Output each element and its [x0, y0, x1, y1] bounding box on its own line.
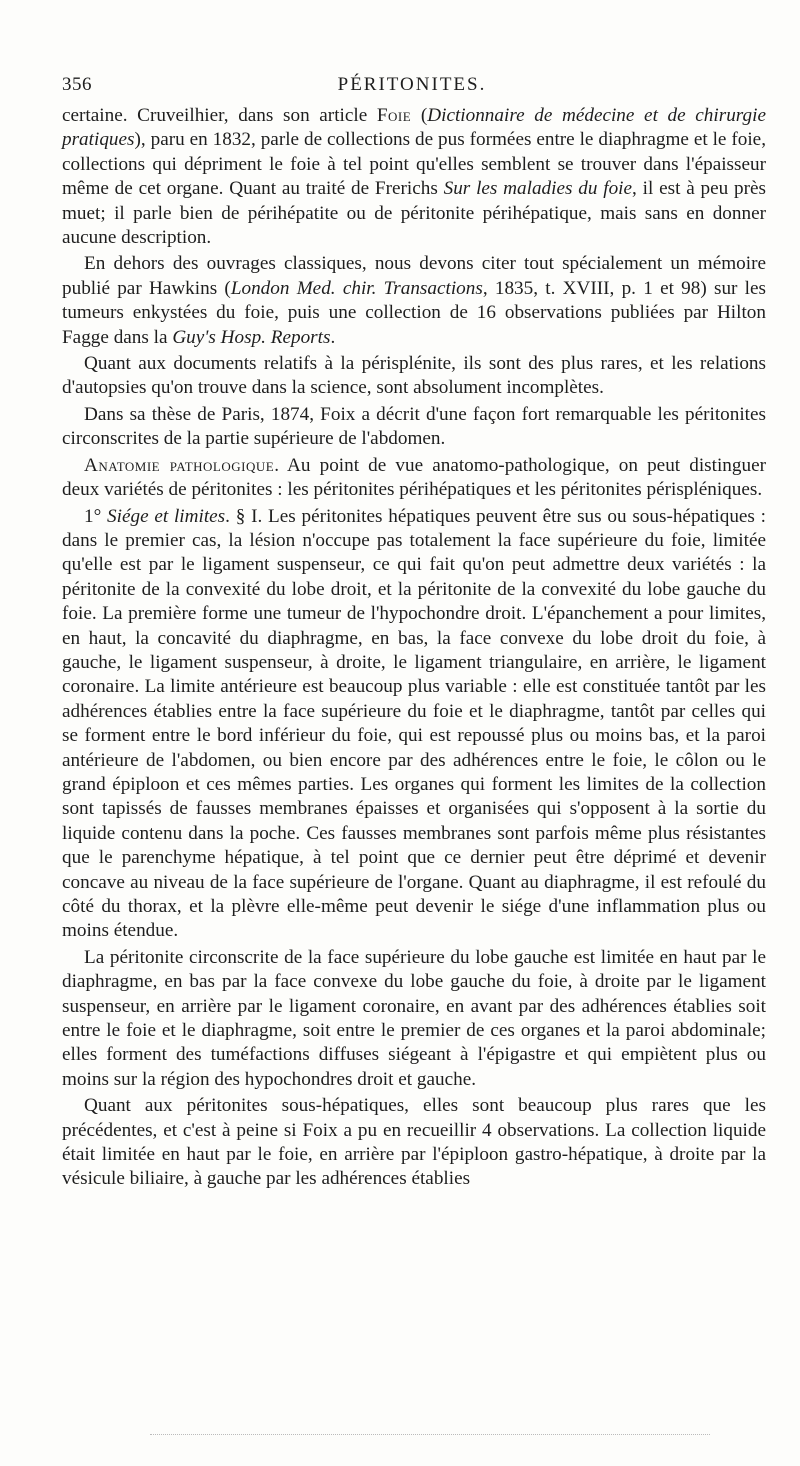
paragraph-foix-these: Dans sa thèse de Paris, 1874, Foix a décrit d'une façon fort remarquable les péritonites circonscrites de la partie supérieure de l'abdomen.	[62, 403, 766, 450]
paragraph-sous-hepatiques: Quant aux péritonites sous-hépatiques, elles sont beaucoup plus rares que les précédentes, et c'est à peine si Foix a pu en recueillir 4 observations. La collection liquide était limitée en haut par le foie, en arrière par l'épiploon gastro-hépatique, à droite par la vésicule biliaire, à gauche par les adhérences établies	[62, 1095, 766, 1190]
paragraph-lobe-gauche: La péritonite circonscrite de la face supérieure du lobe gauche est limitée en haut par le diaphragme, en bas par la face convexe du lobe gauche du foie, à droite par le ligament suspenseur, en arrière par le ligament coronaire, en avant par des adhérences établies soit entre le foie et le diaphragme, soit entre le premier de ces organes et la paroi abdominale; elles forment des tuméfactions diffuses siégeant à l'épigastre et qui empiètent plus ou moins sur la région des hypochondres droit et gauche.	[62, 946, 766, 1090]
footer-rule	[150, 1434, 710, 1435]
section-heading: Anatomie pathologique	[84, 454, 275, 476]
page-number: 356	[62, 74, 92, 95]
running-title: PÉRITONITES.	[337, 74, 487, 95]
paragraph-continuation: certaine. Cruveilhier, dans son article Foie (Dictionnaire de médecine et de chirurgie pratiques), paru en 1832, parle de collections de pus formées entre le diaphragme et le foie, collections qui dépriment le foie à tel point qu'elles semblent se trouver dans l'épaisseur même de cet organe. Quant au traité de Frerichs Sur les maladies du foie, il est à peu près muet; il parle bien de périhépatite ou de péritonite périhépatique, mais sans en donner aucune description.	[62, 105, 766, 249]
paragraph-perisplenite: Quant aux documents relatifs à la périsplénite, ils sont des plus rares, et les relations d'autopsies qu'on trouve dans la science, sont absolument incomplètes.	[62, 353, 766, 399]
body-text	[62, 104, 766, 1192]
page-header	[62, 74, 762, 102]
paragraph-siege-limites: 1° Siége et limites. § I. Les péritonites hépatiques peuvent être sus ou sous-hépatiques : dans le premier cas, la lésion n'occupe pas totalement la face supérieure du foie, limitée qu'elle est par le ligament suspenseur, ce qui fait qu'on peut admettre deux variétés : la péritonite de la convexité du lobe droit, et la péritonite de la convexité du lobe gauche du foie. La première forme une tumeur de l'hypochondre droit. L'épanchement a pour limites, en haut, la concavité du diaphragme, en bas, la face convexe du lobe droit du foie, à gauche, le ligament suspenseur, à droite, le ligament triangulaire, en arrière, le ligament coronaire. La limite antérieure est beaucoup plus variable : elle est constituée tantôt par les adhérences établies entre la face supérieure du foie et le diaphragme, tantôt par celles qui se forment entre le bord inférieur du foie, qui est repoussé plus ou moins bas, et la paroi antérieure de l'abdomen, ou bien encore par des adhérences entre le foie, le côlon ou le grand épiploon et ces mêmes parties. Les organes qui forment les limites de la collection sont tapissés de fausses membranes épaisses et organisées qui s'opposent à la sortie du liquide contenu dans la poche. Ces fausses membranes sont parfois même plus résistantes que le parenchyme hépatique, à tel point que ce dernier peut être déprimé et devenir concave au niveau de la face supérieure de l'organe. Quant au diaphragme, il est refoulé du côté du thorax, et la plèvre elle-même peut devenir le siége d'une inflammation plus ou moins étendue.	[62, 505, 766, 942]
subsection-heading: Siége et limites	[107, 505, 226, 527]
paragraph-anatomie-pathologique: Anatomie pathologique. Au point de vue anatomo-pathologique, on peut distinguer deux variétés de péritonites : les péritonites périhépatiques et les péritonites périspléniques.	[62, 454, 766, 501]
paragraph-hawkins: En dehors des ouvrages classiques, nous devons citer tout spécialement un mémoire publié par Hawkins (London Med. chir. Transactions, 1835, t. XVIII, p. 1 et 98) sur les tumeurs enkystées du foie, puis une collection de 16 observations publiées par Hilton Fagge dans la Guy's Hosp. Reports.	[62, 253, 766, 348]
